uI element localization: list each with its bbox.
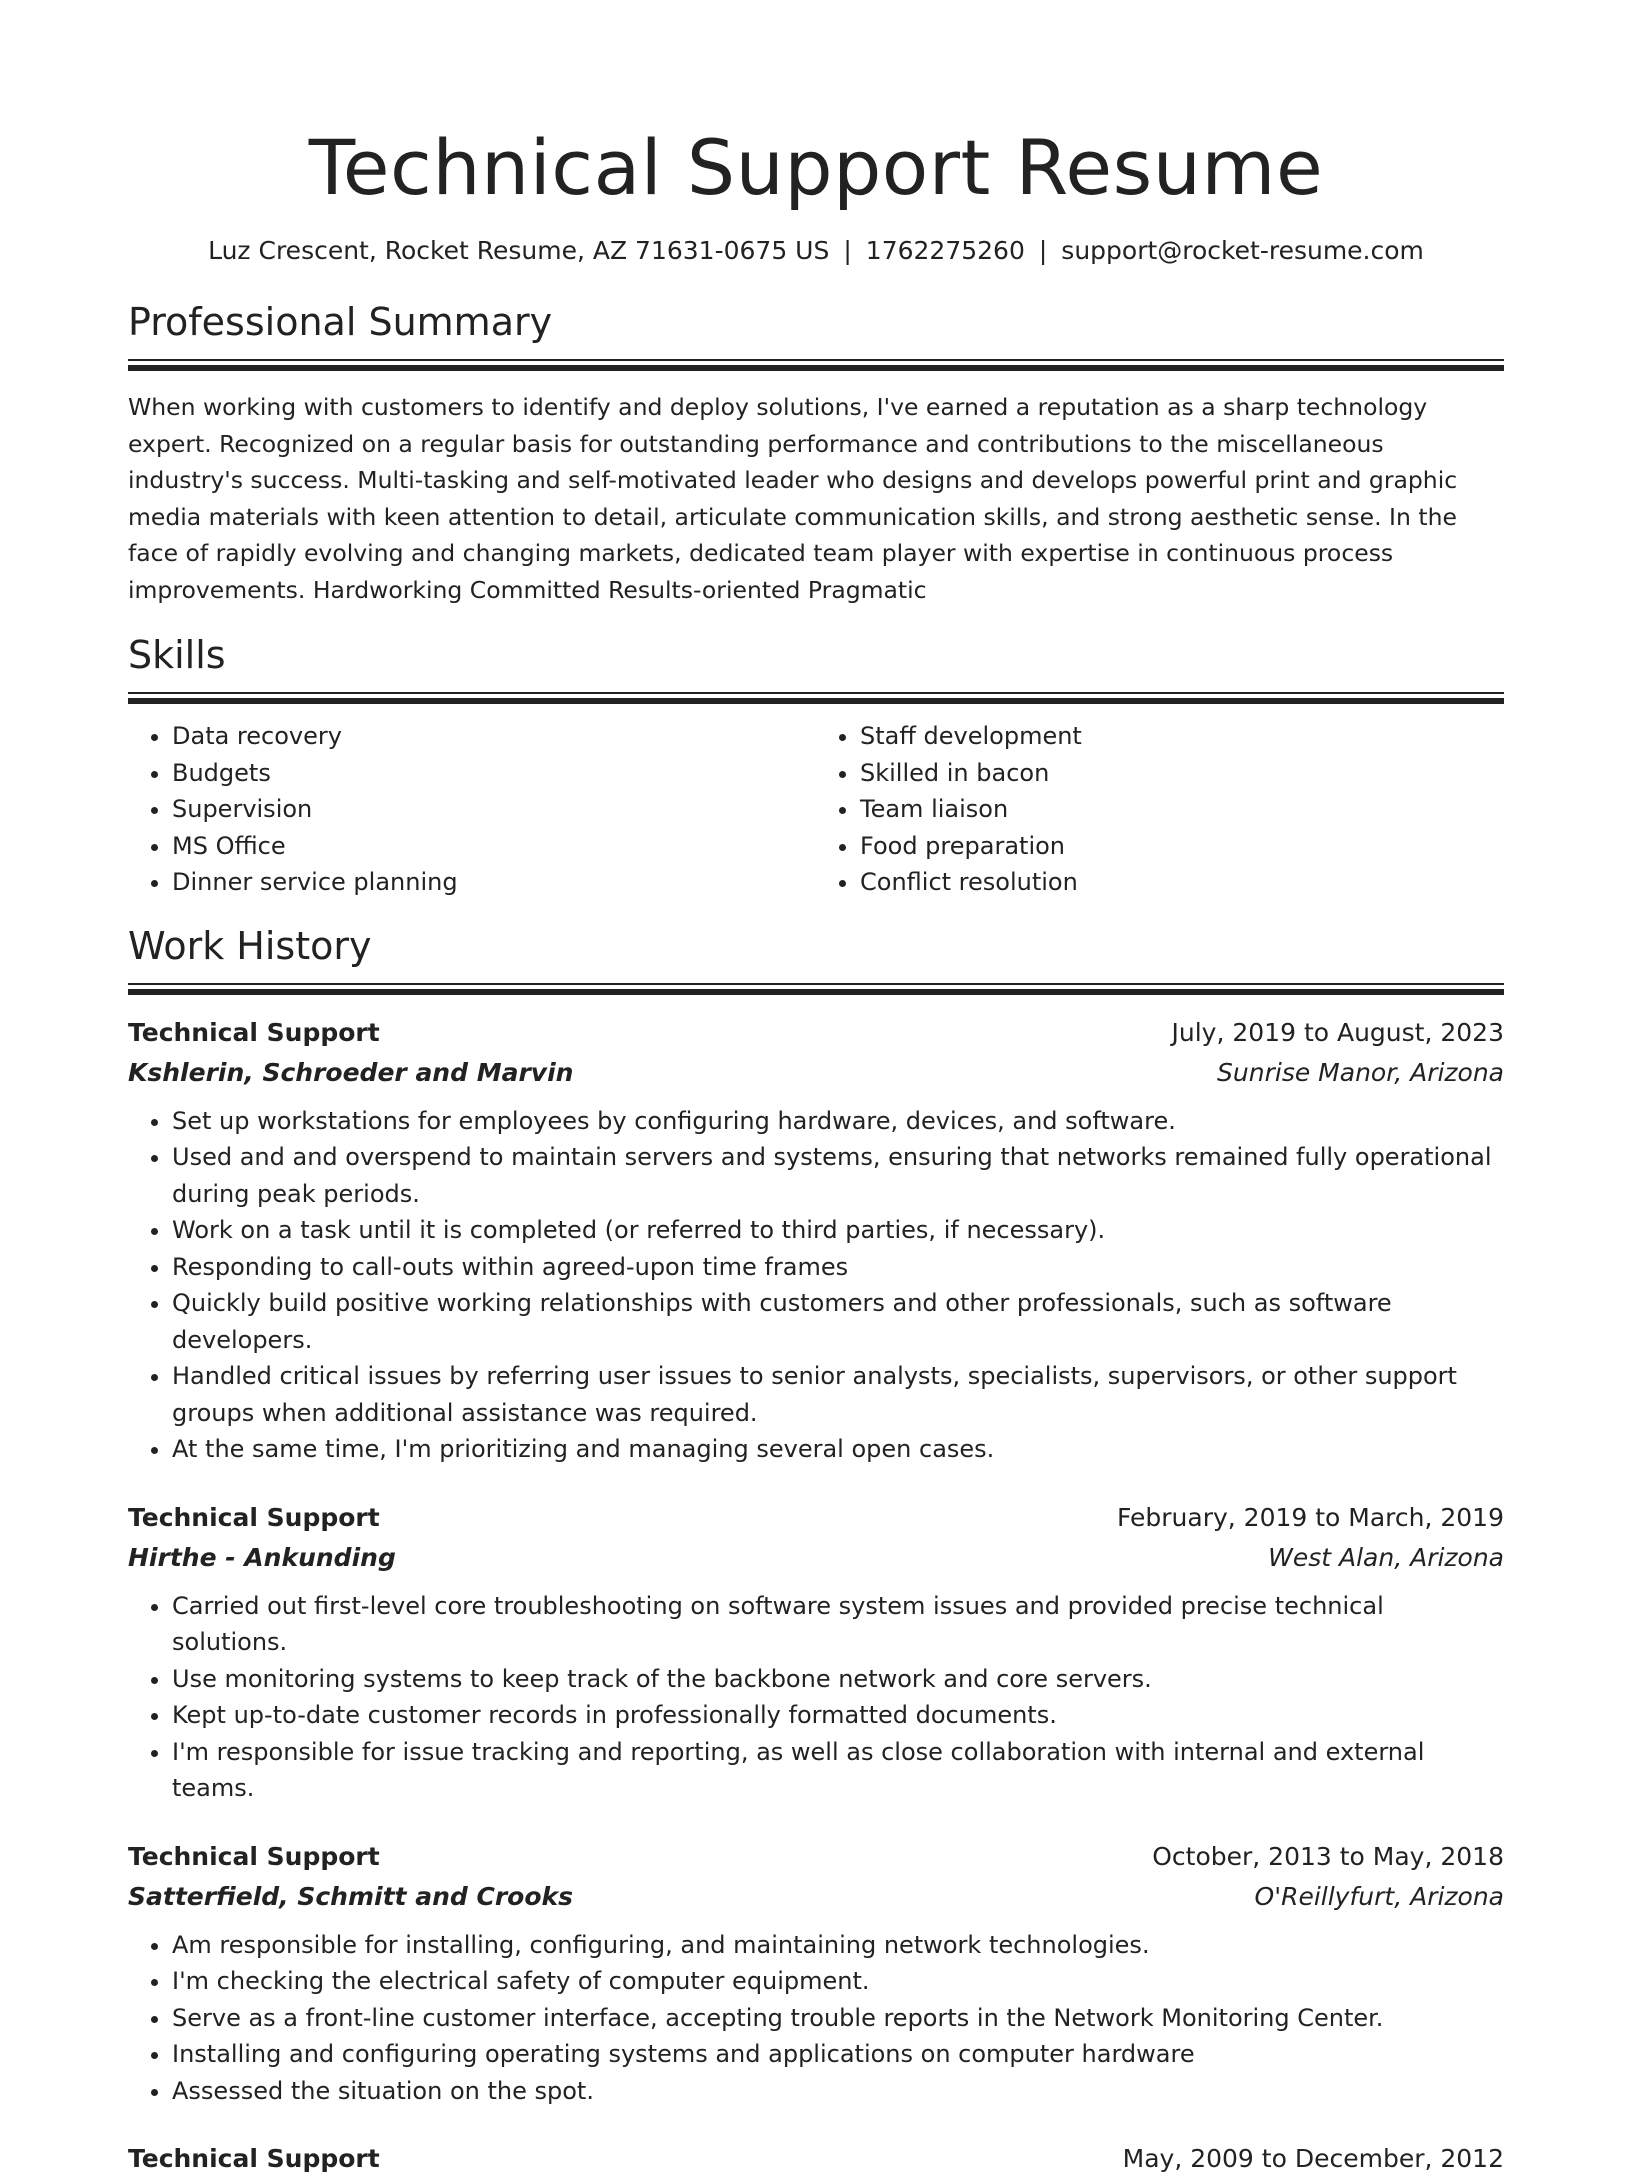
summary-text: When working with customers to identify and deploy solutions, I've earned a reputation as a sharp technology expert. Recognized on a regular basis for outstanding performance and contributions to the miscellaneous industry's success. Multi-tasking and self-motivated leader who designs and develops powerful print and graphic media materials with keen attention to detail, articulate communication skills, and strong aesthetic sense. In the face of rapidly evolving and changing markets, dedicated team player with expertise in continuous process improvements. Hardworking Committed Results-oriented Pragmatic	[128, 389, 1504, 608]
job-bullet: • Installing and configuring operating systems and applications on computer hardware	[172, 2036, 1504, 2073]
job-title: Technical Support	[128, 1498, 380, 1538]
job-bullet: • Set up workstations for employees by configuring hardware, devices, and software.	[172, 1103, 1504, 1140]
job-bullet: • Carried out first-level core troubleshooting on software system issues and provided precise technical solutions.	[172, 1588, 1504, 1661]
job-subheader	[128, 1053, 1504, 1093]
skills-section	[128, 630, 1504, 901]
job-header	[128, 1498, 1504, 1538]
job-bullet-list	[128, 1927, 1504, 2110]
job-location: O'Reillyfurt, Arizona	[1255, 1877, 1504, 1917]
job-company: Satterfield, Schmitt and Crooks	[128, 1877, 573, 1917]
job-entry	[128, 1013, 1504, 1468]
skills-list-left	[128, 718, 816, 901]
job-title: Technical Support	[128, 2139, 380, 2179]
skills-heading: Skills	[128, 630, 1504, 680]
skill-item: • Staff development	[860, 718, 1504, 755]
job-bullet: • Use monitoring systems to keep track of the backbone network and core servers.	[172, 1661, 1504, 1698]
contact-line	[128, 234, 1504, 268]
job-bullet: • Am responsible for installing, configuring, and maintaining network technologies.	[172, 1927, 1504, 1964]
job-bullet: • Serve as a front-line customer interface, accepting trouble reports in the Network Monitoring Center.	[172, 2000, 1504, 2037]
job-bullet-list	[128, 1588, 1504, 1807]
job-subheader	[128, 1877, 1504, 1917]
job-bullet: • I'm checking the electrical safety of computer equipment.	[172, 1963, 1504, 2000]
job-title: Technical Support	[128, 1837, 380, 1877]
job-title: Technical Support	[128, 1013, 380, 1053]
work-history-heading: Work History	[128, 921, 1504, 971]
job-dates: February, 2019 to March, 2019	[1117, 1498, 1504, 1538]
job-bullet: • Handled critical issues by referring user issues to senior analysts, specialists, supervisors, or other support groups when additional assistance was required.	[172, 1358, 1504, 1431]
job-entry	[128, 2139, 1504, 2179]
work-history-section	[128, 921, 1504, 2179]
section-divider	[128, 983, 1504, 995]
job-bullet: • At the same time, I'm prioritizing and managing several open cases.	[172, 1431, 1504, 1468]
job-location: West Alan, Arizona	[1268, 1538, 1504, 1578]
job-header	[128, 1837, 1504, 1877]
job-company: Kshlerin, Schroeder and Marvin	[128, 1053, 573, 1093]
job-bullet-list	[128, 1103, 1504, 1468]
job-dates: July, 2019 to August, 2023	[1172, 1013, 1504, 1053]
section-divider	[128, 359, 1504, 371]
contact-separator: |	[829, 236, 865, 265]
summary-section	[128, 297, 1504, 608]
contact-address: Luz Crescent, Rocket Resume, AZ 71631-0675 US	[208, 236, 829, 265]
skill-item: • Food preparation	[860, 828, 1504, 865]
job-entry	[128, 1498, 1504, 1807]
skill-item: • Data recovery	[172, 718, 816, 755]
job-bullet: • Responding to call-outs within agreed-upon time frames	[172, 1249, 1504, 1286]
skill-item: • Budgets	[172, 755, 816, 792]
section-divider	[128, 692, 1504, 704]
job-dates: October, 2013 to May, 2018	[1152, 1837, 1504, 1877]
contact-email: support@rocket-resume.com	[1061, 236, 1424, 265]
job-bullet: • Work on a task until it is completed (or referred to third parties, if necessary).	[172, 1212, 1504, 1249]
job-header	[128, 1013, 1504, 1053]
job-bullet: • Kept up-to-date customer records in professionally formatted documents.	[172, 1697, 1504, 1734]
job-bullet: • I'm responsible for issue tracking and reporting, as well as close collaboration with internal and external teams.	[172, 1734, 1504, 1807]
job-company: Hirthe - Ankunding	[128, 1538, 396, 1578]
job-entry	[128, 1837, 1504, 2110]
job-bullet: • Quickly build positive working relationships with customers and other professionals, such as software developers.	[172, 1285, 1504, 1358]
job-header	[128, 2139, 1504, 2179]
skills-columns	[128, 718, 1504, 901]
resume-title: Technical Support Resume	[128, 0, 1504, 214]
job-subheader	[128, 1538, 1504, 1578]
skill-item: • Conflict resolution	[860, 864, 1504, 901]
skills-list-right	[816, 718, 1504, 901]
skill-item: • Dinner service planning	[172, 864, 816, 901]
job-dates: May, 2009 to December, 2012	[1123, 2139, 1504, 2179]
skill-item: • Team liaison	[860, 791, 1504, 828]
skill-item: • Skilled in bacon	[860, 755, 1504, 792]
skill-item: • Supervision	[172, 791, 816, 828]
contact-phone: 1762275260	[866, 236, 1025, 265]
job-location: Sunrise Manor, Arizona	[1217, 1053, 1504, 1093]
job-bullet: • Assessed the situation on the spot.	[172, 2073, 1504, 2110]
contact-separator: |	[1025, 236, 1061, 265]
job-bullet: • Used and and overspend to maintain servers and systems, ensuring that networks remained fully operational during peak periods.	[172, 1139, 1504, 1212]
skill-item: • MS Office	[172, 828, 816, 865]
summary-heading: Professional Summary	[128, 297, 1504, 347]
